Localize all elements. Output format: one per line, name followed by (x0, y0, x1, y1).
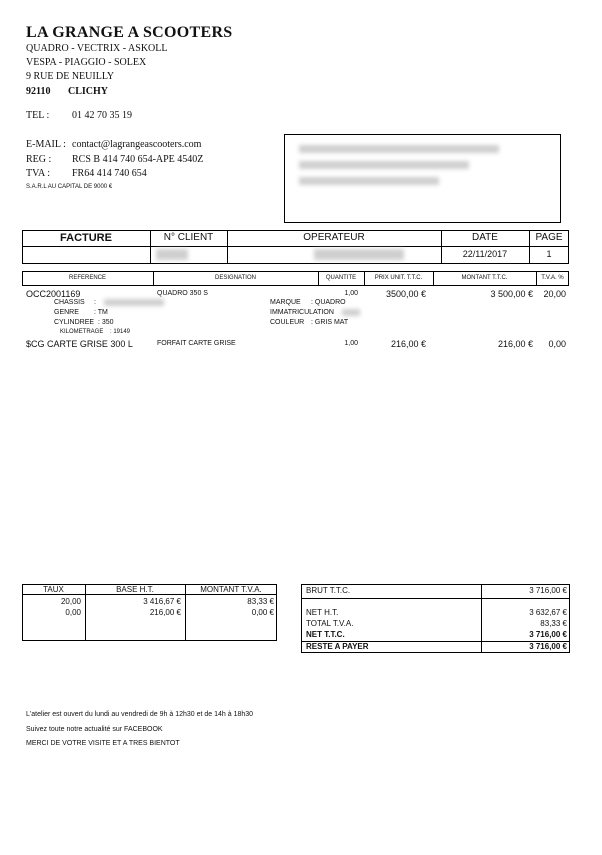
kilometrage-label: KILOMETRAGE (60, 329, 104, 335)
page-number: 1 (546, 249, 552, 259)
couleur-label: COULEUR (270, 319, 305, 326)
redacted-client-number (156, 249, 188, 260)
tax-row-base: 3 416,67 € (143, 597, 181, 606)
tva-value: FR64 414 740 654 (72, 168, 147, 179)
redacted-block (299, 145, 499, 153)
net-ttc-label: NET T.T.C. (306, 630, 345, 639)
redacted-operator (314, 249, 404, 260)
tva-label: TVA : (26, 168, 50, 179)
reg-value: RCS B 414 740 654-APE 4540Z (72, 154, 204, 165)
total-tva-value: 83,33 € (540, 619, 567, 628)
tax-montant-label: MONTANT T.V.A. (200, 585, 262, 594)
kilometrage-value: : 19149 (110, 329, 131, 335)
net-ht-value: 3 632,67 € (529, 608, 567, 617)
tax-row-taux: 0,00 (65, 608, 81, 617)
line-prix-unit: 216,00 € (390, 339, 426, 349)
line-montant: 3 500,00 € (490, 289, 533, 299)
tax-base-label: BASE H.T. (116, 585, 154, 594)
line-quantite: 1,00 (344, 290, 358, 297)
marque-value: : QUADRO (311, 299, 346, 306)
customer-address-box (284, 134, 561, 223)
opening-hours-note: L'atelier est ouvert du lundi au vendredi de 9h à 12h30 et de 14h à 18h30 (26, 711, 254, 718)
cylindree-value: : 350 (98, 319, 114, 326)
genre-label: GENRE (54, 309, 79, 316)
thanks-note: MERCI DE VOTRE VISITE ET A TRES BIENTOT (26, 740, 180, 747)
brands-line-1: QUADRO - VECTRIX - ASKOLL (26, 43, 168, 54)
col-reference: REFERENCE (68, 275, 106, 281)
redacted-block (299, 177, 439, 185)
line-designation: QUADRO 350 S (157, 290, 208, 297)
invoice-date: 22/11/2017 (462, 249, 508, 259)
marque-label: MARQUE (270, 299, 301, 306)
chassis-label: CHASSIS (54, 299, 85, 306)
email-label: E-MAIL : (26, 139, 66, 150)
line-tva: 0,00 (548, 339, 566, 349)
tax-taux-label: TAUX (43, 585, 64, 594)
tax-row-base: 216,00 € (149, 608, 181, 617)
line-reference: OCC2001169 (26, 289, 81, 299)
line-designation: FORFAIT CARTE GRISE (157, 340, 236, 347)
col-quantite: QUANTITE (325, 275, 357, 281)
capital-note: S.A.R.L AU CAPITAL DE 9000 € (26, 184, 113, 190)
date-label: DATE (472, 232, 498, 243)
email-value: contact@lagrangeascooters.com (72, 139, 202, 150)
net-ttc-value: 3 716,00 € (529, 630, 567, 639)
tel-label: TEL : (26, 110, 50, 121)
company-name: LA GRANGE A SCOOTERS (26, 24, 233, 41)
reg-label: REG : (26, 154, 52, 165)
col-prix-unit: PRIX UNIT. T.T.C. (374, 275, 423, 281)
street-address: 9 RUE DE NEUILLY (26, 71, 115, 82)
tel-value: 01 42 70 35 19 (72, 110, 132, 121)
reste-label: RESTE A PAYER (306, 642, 369, 651)
tax-row-montant: 0,00 € (251, 608, 274, 617)
line-montant: 216,00 € (497, 339, 533, 349)
cylindree-label: CYLINDREE (54, 319, 95, 326)
client-number-label: N° CLIENT (163, 232, 214, 243)
col-tva: T.V.A. % (541, 275, 564, 281)
total-tva-label: TOTAL T.V.A. (306, 619, 354, 628)
redacted-chassis (104, 299, 164, 306)
col-montant: MONTANT T.T.C. (461, 275, 508, 281)
brut-value: 3 716,00 € (529, 586, 567, 595)
line-reference: $CG CARTE GRISE 300 L (26, 339, 133, 349)
net-ht-label: NET H.T. (306, 608, 339, 617)
genre-value: : TM (94, 309, 108, 316)
city: CLICHY (68, 86, 109, 97)
page-label: PAGE (535, 232, 563, 243)
immatriculation-label: IMMATRICULATION (270, 309, 334, 316)
brands-line-2: VESPA - PIAGGIO - SOLEX (26, 57, 147, 68)
redacted-block (299, 161, 469, 169)
facebook-note: Suivez toute notre actualité sur FACEBOOK (26, 726, 163, 733)
col-designation: DESIGNATION (215, 275, 256, 281)
brut-label: BRUT T.T.C. (306, 586, 351, 595)
operateur-label: OPERATEUR (303, 232, 365, 243)
facture-label: FACTURE (60, 232, 112, 244)
tax-row-taux: 20,00 (60, 597, 81, 606)
reste-value: 3 716,00 € (529, 642, 567, 651)
couleur-value: : GRIS MAT (311, 319, 349, 326)
tax-row-montant: 83,33 € (247, 597, 274, 606)
line-prix-unit: 3500,00 € (385, 289, 426, 299)
line-tva: 20,00 (543, 289, 566, 299)
line-quantite: 1,00 (344, 340, 358, 347)
postcode: 92110 (26, 86, 51, 97)
redacted-immat (342, 309, 360, 316)
chassis-sep: : (94, 299, 96, 306)
